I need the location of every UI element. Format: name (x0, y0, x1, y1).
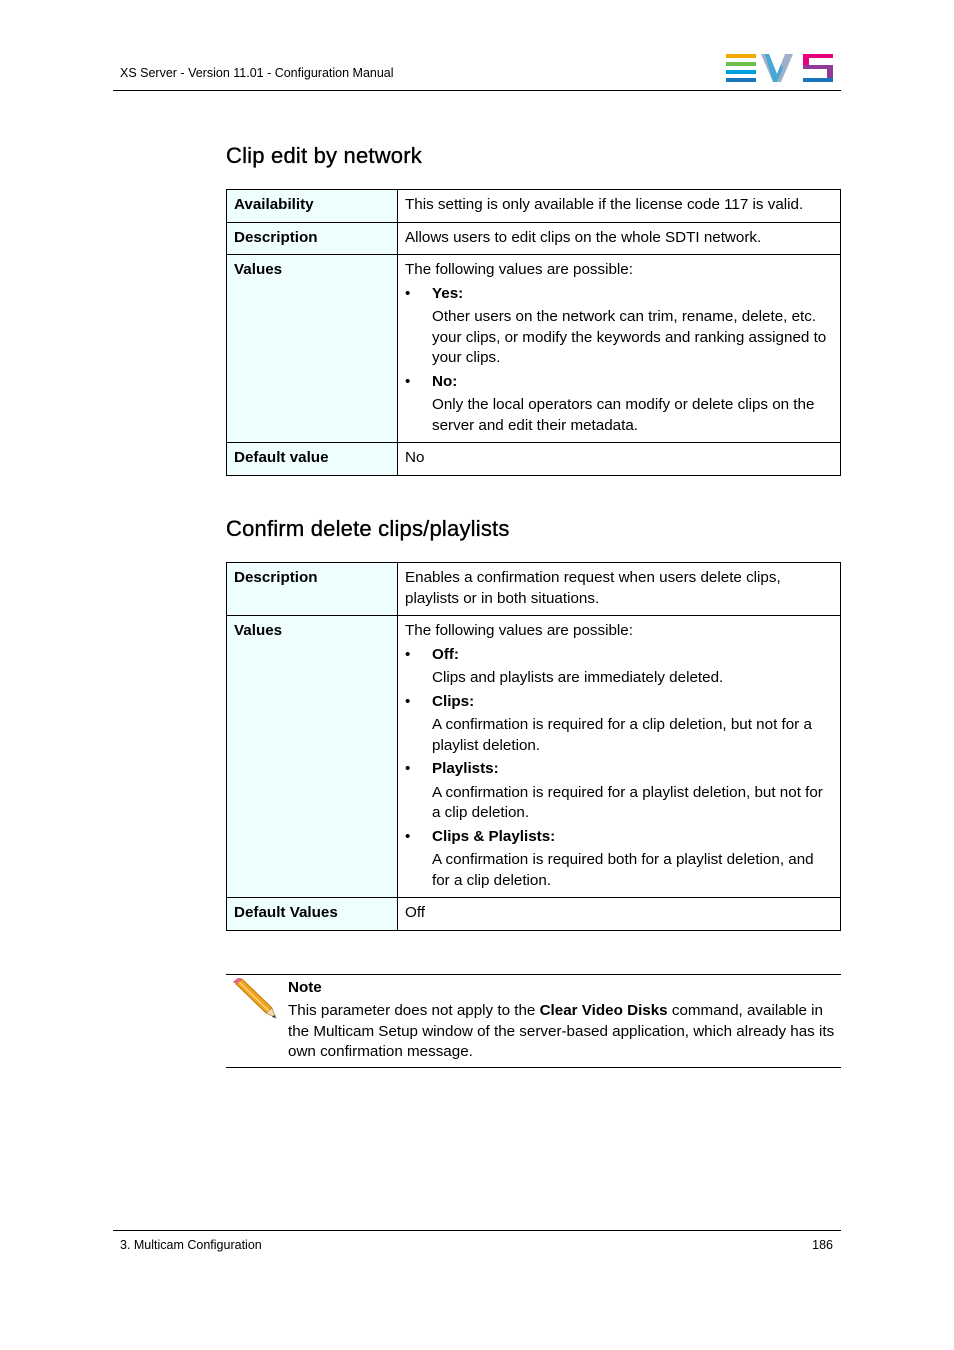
bullet: • (405, 372, 411, 390)
row-value: Off (398, 898, 841, 931)
option-name: Off: (432, 645, 459, 663)
option-desc: Only the local operators can modify or delete clips on the server and edit their metadata. (432, 396, 815, 434)
option-desc: Other users on the network can trim, rename, delete, etc. your clips, or modify the keywords and ranking assigned to your clips. (432, 308, 827, 366)
section-heading-confirm-delete: Confirm delete clips/playlists (226, 516, 510, 541)
row-label: Values (227, 255, 398, 443)
table-row (227, 222, 841, 255)
list-item (405, 827, 833, 892)
row-value: No (398, 443, 841, 476)
footer-rule (113, 1230, 841, 1231)
confirm-delete-table (226, 562, 841, 931)
bullet: • (405, 645, 411, 663)
list-item (405, 372, 833, 437)
list-item (405, 692, 833, 757)
option-desc: A confirmation is required for a clip deletion, but not for a playlist deletion. (432, 716, 812, 754)
running-header: XS Server - Version 11.01 - Configuration Manual (120, 66, 394, 80)
row-label: Description (227, 222, 398, 255)
note-text (288, 1001, 838, 1063)
values-intro: The following values are possible: (405, 622, 633, 639)
option-name: Playlists: (432, 760, 499, 777)
note-title: Note (288, 979, 322, 996)
note-command-name: Clear Video Disks (539, 1002, 668, 1019)
row-label: Default value (227, 443, 398, 476)
values-intro: The following values are possible: (405, 261, 633, 278)
bullet: • (405, 827, 411, 845)
option-name: No: (432, 372, 458, 390)
option-desc: Clips and playlists are immediately deleted. (432, 669, 724, 686)
bullet: • (405, 284, 411, 302)
values-cell (398, 255, 841, 443)
page-number: 186 (812, 1238, 833, 1252)
note-text-after: command, available in the Multicam Setup window of the server-based application, which already has its own confirmation message. (288, 1002, 835, 1060)
row-value: This setting is only available if the license code 117 is valid. (398, 190, 841, 223)
row-label: Values (227, 616, 398, 898)
table-row (227, 616, 841, 898)
section-heading-clip-edit: Clip edit by network (226, 143, 422, 168)
option-desc: A confirmation is required for a playlist deletion, but not for a clip deletion. (432, 783, 823, 821)
row-label: Default Values (227, 898, 398, 931)
row-label: Availability (227, 190, 398, 223)
row-label: Description (227, 563, 398, 616)
table-row (227, 190, 841, 223)
option-name: Clips: (432, 692, 475, 710)
note-top-rule (226, 974, 841, 975)
evs-logo (726, 54, 834, 82)
list-item (405, 759, 833, 824)
table-row (227, 563, 841, 616)
table-row (227, 255, 841, 443)
values-cell (398, 616, 841, 898)
note-bottom-rule (226, 1067, 841, 1068)
table-row (227, 898, 841, 931)
footer-chapter: 3. Multicam Configuration (120, 1238, 262, 1252)
clip-edit-table (226, 189, 841, 476)
option-name: Yes: (432, 284, 464, 302)
list-item (405, 284, 833, 369)
bullet: • (405, 692, 411, 710)
row-value: Allows users to edit clips on the whole SDTI network. (398, 222, 841, 255)
header-rule (113, 90, 841, 91)
pencil-icon (232, 978, 280, 1022)
row-value: Enables a confirmation request when users delete clips, playlists or in both situations. (398, 563, 841, 616)
list-item (405, 645, 833, 689)
table-row (227, 443, 841, 476)
note-text-before: This parameter does not apply to the (288, 1002, 540, 1019)
bullet: • (405, 760, 411, 777)
option-name: Clips & Playlists: (432, 827, 556, 845)
option-desc: A confirmation is required both for a playlist deletion, and for a clip deletion. (432, 851, 814, 889)
